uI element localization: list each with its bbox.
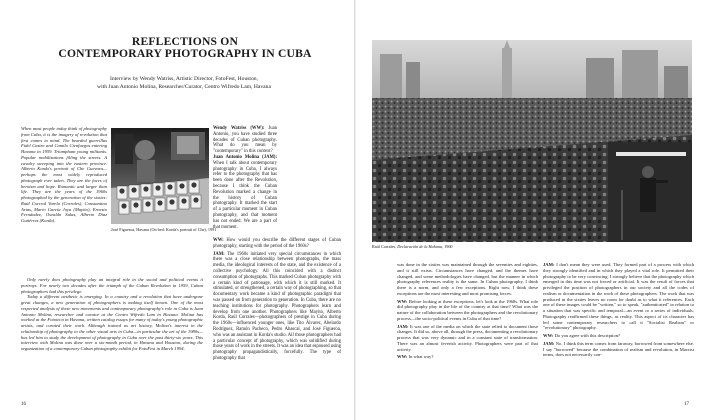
question-text: In what way? — [408, 354, 434, 360]
caption-year: 1960 — [444, 244, 453, 249]
caption-title: Declaración de la Habana, — [397, 244, 444, 249]
ww-question-4 — [397, 354, 538, 360]
answer-text: No. I think this term comes from faraway, borrowed from somewhere else. I say "borrowed" because the combination of realism and revolution, in Marxist terms, does not necessarily con- — [543, 340, 694, 358]
speaker-label: JAM: — [213, 251, 225, 257]
right-column-2 — [543, 262, 694, 358]
jam-answer-1 — [213, 155, 277, 230]
question-text: Juan Antonio, you have studied three decades of Cuban photography. What do you mean by "contemporary" in this context? — [213, 126, 277, 155]
speaker-label: JAM: — [397, 323, 409, 329]
jam-answer-5 — [543, 341, 694, 358]
speaker-label: WW: — [397, 354, 408, 360]
page-number-left: 16 — [21, 402, 26, 407]
photo-corrales-declaracion — [372, 40, 692, 242]
answer-text: The 1960s initiated very special circumstances in which there was a close relationship between photographs, the mass media, the ideological interests of the state, and the existence of a collective psychology. All this coincided with a distinct consumption of photographs. This marked Cuban photography with a certain kind of patronage, with which it is still marked. It stimulated, or strengthened, a certain way of photographing, so that documentary work became a kind of photographic paradigm that was passed on from generation to generation. In Cuba, there are no teaching institutions for photography. Photographers learn and develop from one another. Photographers like Mayito, Alberto Korda, Raúl Corrales—photographers of prestige in Cuba during the 1960s—influenced younger ones, like Tito Álvarez, Abelardo Rodríguez, Ramón Pacheco, Pedro Abascal, and José Figueroa, who was an assistant in Korda's studio. All those photographers had a particular concept of photography, which was solidified during those years of work in the streets. It was an idea that espoused using photography propagandistically, forcefully. The type of photography that — [213, 251, 341, 361]
photo-caption-figueroa: José Figueroa, Havana (On bed: Korda's portrait of Che), 1991 — [111, 227, 217, 232]
intro-body-text — [21, 277, 203, 352]
article-byline — [28, 76, 340, 91]
jam-answer-2 — [213, 252, 341, 362]
question-text: How would you describe the different stages of Cuban photography, starting with the period of the 1960s? — [213, 238, 341, 249]
speaker-label: WW: — [543, 333, 554, 338]
byline-line-2: with Juan Antonio Molina, Researcher/Curator, Centro Wifredo Lam, Havana — [97, 83, 271, 90]
speaker-label: Juan Antonio Molina (JAM): — [213, 154, 277, 160]
jam-answer-3 — [397, 324, 538, 353]
ww-question-2 — [213, 238, 341, 250]
interview-column-top — [213, 126, 277, 230]
speaker-label: WW: — [213, 238, 224, 243]
intro-paragraph-2: Only rarely does photography play an integral role in the social and political events it portrays. For nearly two decades after the triumph of the Cuban Revolution in 1959, Cuban photographers had this privilege. — [21, 277, 203, 294]
photo-corrales-image — [372, 40, 692, 242]
intro-paragraph-3: Today a different aesthetic is emerging. In a country and a revolution that have undergone great changes, a new generation of photographers is making itself known. One of the most respected analysts of these new movements and contemporary photography's role in Cuba is Juan Antonio Molina, researcher and curator at the Centro Wifredo Lam in Havana. Molina has worked at the Fototeca in Havana, written catalog essays for many of today's young photographic artists, and curated their work. Although trained as art history, Molina's interest in the relationship of photography to the other visual arts in Cuba—in particular the art of the 1980s—has led him to study the development of photography in Cuba over the past thirty-six years. This interview with Molina was done over a six-month period, in Havana and Houston, during the organization of a contemporary Cuban photography exhibit for FotoFest in March 1994. — [21, 294, 203, 351]
jam-answer-4 — [543, 262, 694, 331]
continued-answer: was done in the sixties was maintained through the seventies and eighties, and it still exists. Circumstances have changed, and the themes have changed, and some methodologies have changed, but the manner in which photography references reality is the same. In Cuban photography, I think there is a norm, and only a few exceptions. Right now, I think these exceptions are the most interesting and most promising forces. — [397, 262, 538, 296]
ww-question-1 — [213, 126, 277, 155]
speaker-label: JAM: — [543, 262, 555, 267]
ww-question-3 — [397, 299, 538, 322]
page-number-right: 17 — [684, 402, 689, 407]
photo-figueroa-image — [111, 128, 209, 224]
photo-figueroa-havana — [111, 128, 209, 224]
speaker-label: JAM: — [543, 340, 555, 346]
caption-artist: Raúl Corrales, — [372, 244, 397, 249]
photo-caption-corrales — [372, 244, 453, 249]
article-title — [40, 36, 330, 60]
left-page — [0, 0, 354, 420]
ww-question-5 — [543, 333, 694, 339]
interview-column-bottom — [213, 238, 341, 362]
title-line-2: CONTEMPORARY PHOTOGRAPHY IN CUBA — [58, 47, 312, 60]
speaker-label: Wendy Watriss (WW): — [213, 126, 265, 131]
title-line-1: REFLECTIONS ON — [131, 35, 239, 48]
intro-sidebar-text: When most people today think of photography from Cuba, it is the imagery of revolution that first comes to mind. The bearded guerrillas Fidel Castro and Camilo Cienfuegos entering Havana in 1959. Triumphant young militants. Popular mobilizations filling the streets. A cavalry sweeping into the eastern province. Alberto Korda's portrait of Che Guevara—perhaps the most widely reproduced photograph ever taken. They are the faces of heroism and hope. Romantic and larger than life. They are the years of the 1960s photographed by the generation of the sixties: Raúl Corrral Varela (Corrales), Constantino Arias, Mario García Joya (Mayito), Ernesto Fernández, Osvaldo Salas, Alberto Díaz Gutiérrez (Korda). — [21, 126, 107, 223]
right-column-1 — [397, 262, 538, 360]
right-page — [356, 0, 710, 420]
speaker-label: WW: — [397, 298, 408, 304]
byline-line-1: Interview by Wendy Watriss, Artistic Director, FotoFest, Houston, — [110, 76, 258, 82]
answer-text: I don't mean they were used. They formed part of a process with which they strongly identified and in which they played a vital role. It permitted their photography to be very convincing. I strongly believe that the photography which emerged in this time was not forced or artificial. It was the result of forces that privileged the position of photographers in our society and all the codes of realism or documentation in the work of these photographers. The work that was produced in the sixties leaves no room for doubt as to what it references. Each one of these images could be "written," so to speak, "authenticated" in relation to a situation that was specific and temporal—an event or a series of individuals. Photography reaffirmed these things, as reality. This aspect of its character has led some contemporary researchers to call it "Socialist Realism" or "revolutionary" photography. — [543, 262, 694, 331]
answer-text: It was one of the media on which the state relied to document those changes. It did so, above all, through the press, documenting a revolutionary process that was very dynamic and in a constant state of transformation. There was an almost feverish activity. Photographers were part of that activity. — [397, 323, 538, 352]
question-text: Before looking at these exceptions, let's look at the 1960s. What role did photography play in the life of the country at that time? What was the nature of the collaboration between the photographers and the revolutionary process—the socio-political events in Cuba of that time? — [397, 298, 538, 321]
question-text: Do you agree with this description? — [554, 333, 621, 338]
answer-text: When I talk about contemporary photography in Cuba, I always refer to the photography that has been done after the Revolution, because I think the Cuban Revolution marked a change in the history of Cuban photography. It marked the start of a particular moment in Cuban photography, and that moment has not ended. We are a part of that moment. — [213, 160, 277, 230]
